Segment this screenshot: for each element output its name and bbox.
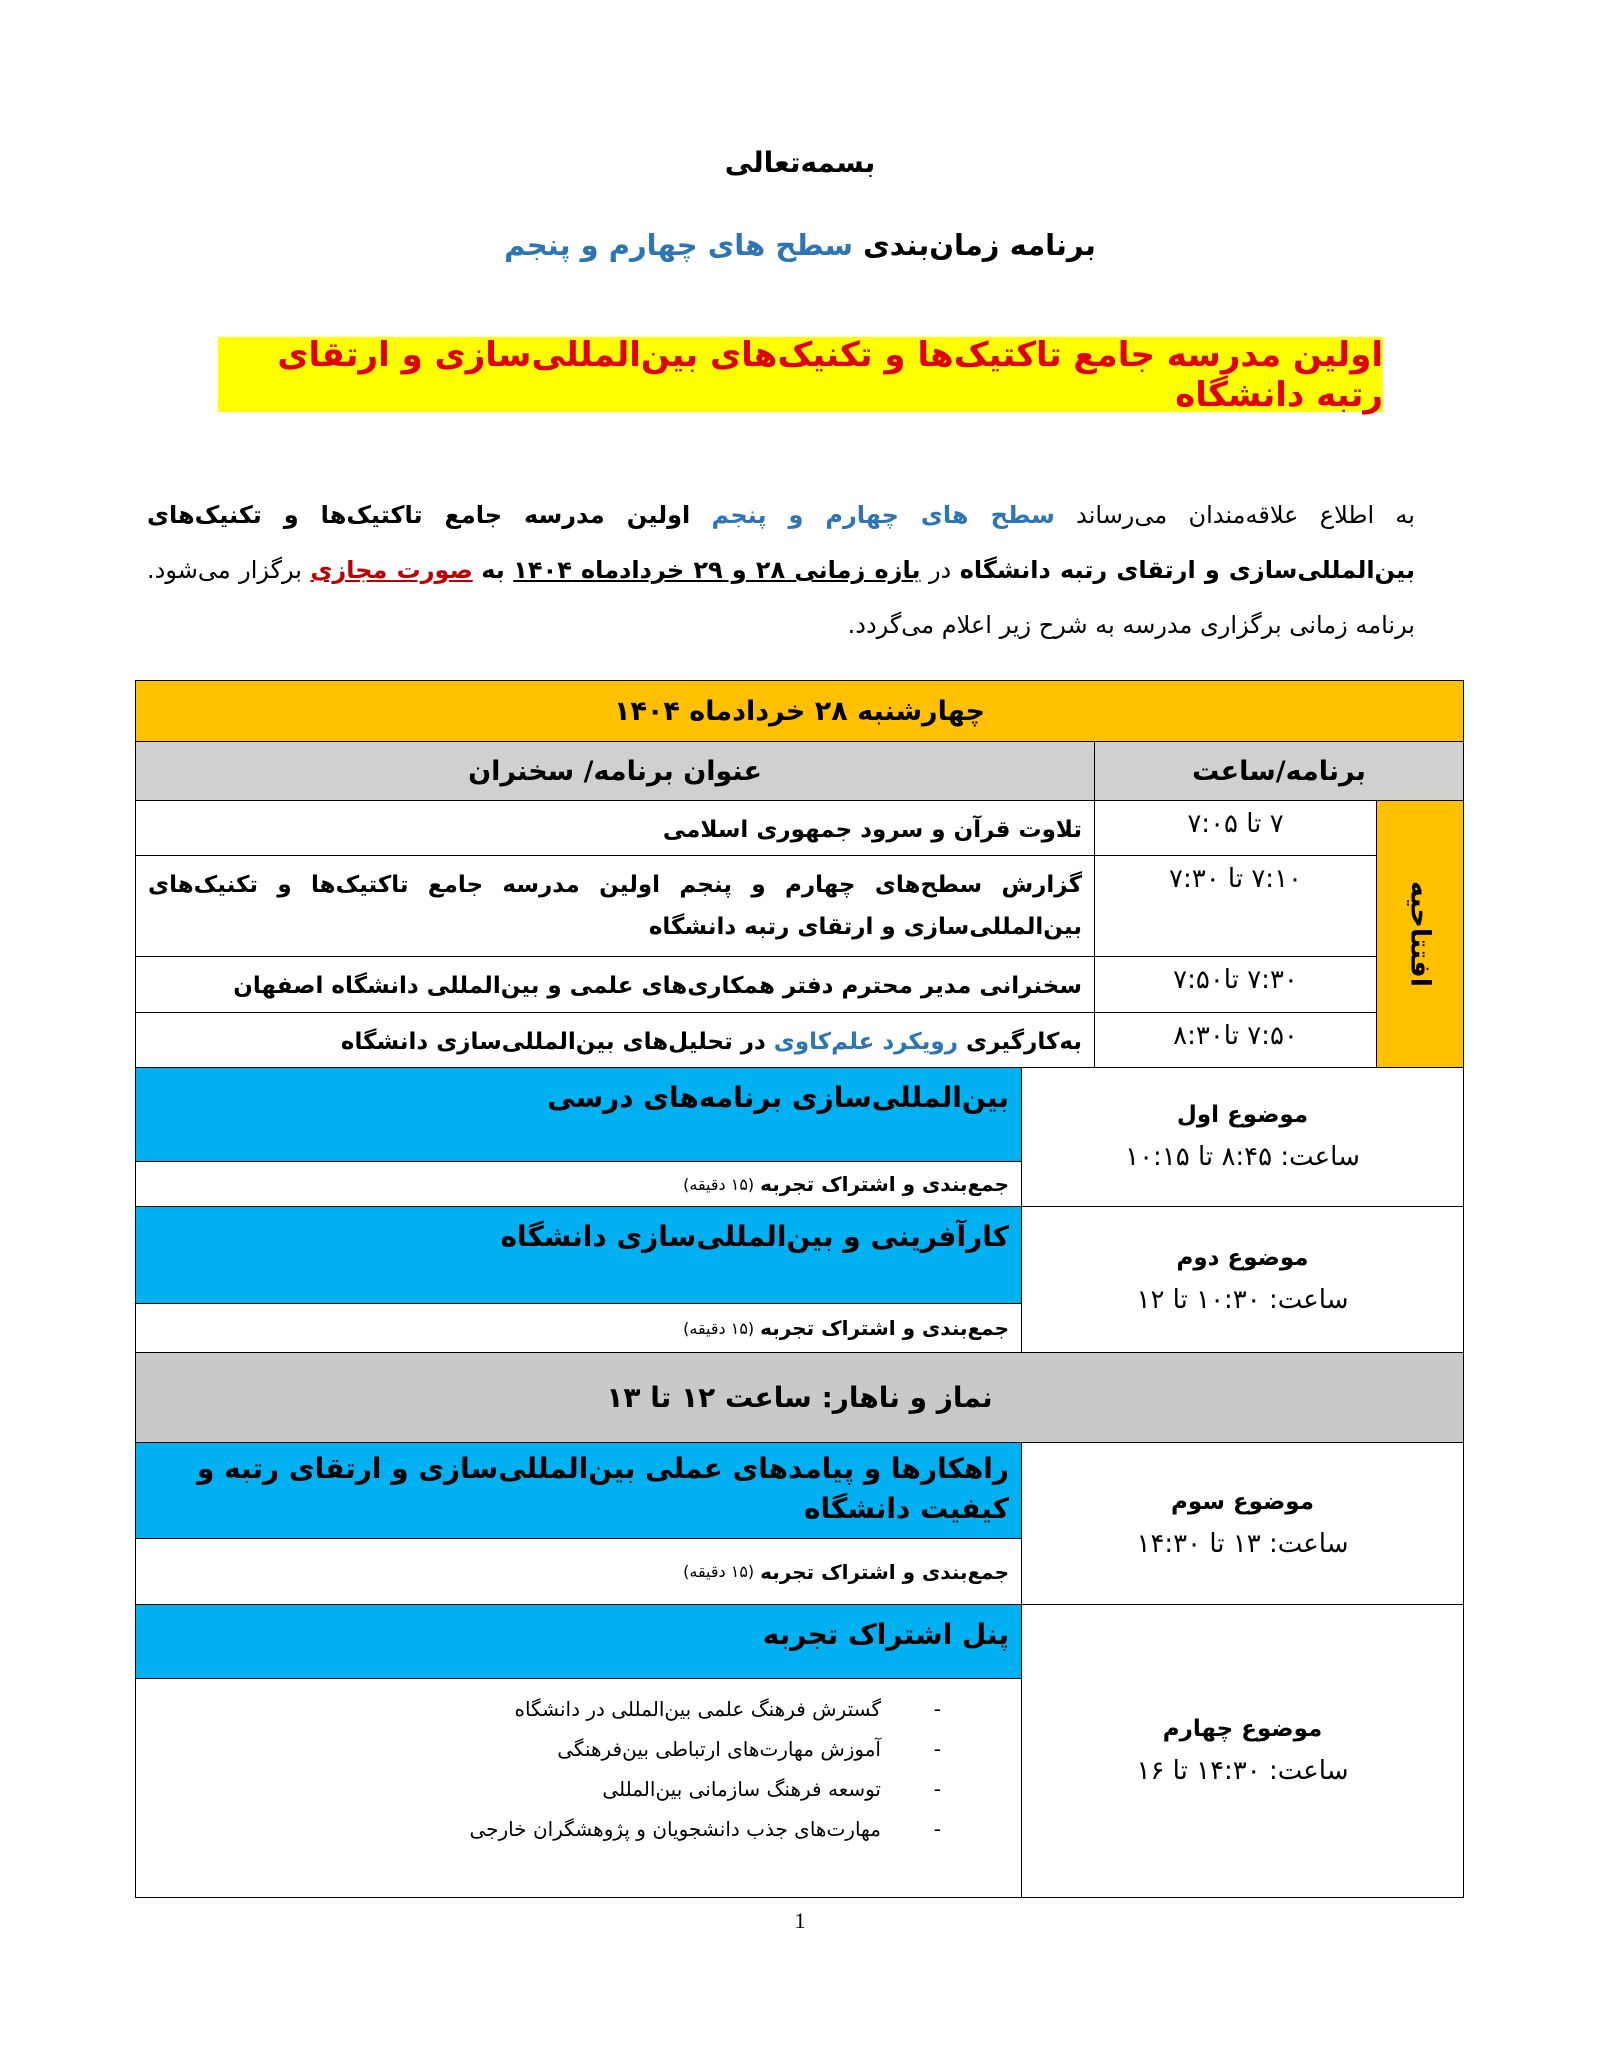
list-item: - گسترش فرهنگ علمی بین‌المللی در دانشگاه bbox=[136, 1689, 941, 1729]
topic-2-label: موضوع دوم bbox=[1176, 1244, 1309, 1271]
list-item: - آموزش مهارت‌های ارتباطی بین‌فرهنگی bbox=[136, 1729, 941, 1769]
topic-4-time: ساعت: ۱۴:۳۰ تا ۱۶ bbox=[1136, 1756, 1349, 1786]
topic-2-summary bbox=[135, 1303, 1022, 1353]
intro-text-4: برگزار می‌شود. برنامه زمانی برگزاری مدرسه به شرح زیر اعلام می‌گردد. bbox=[147, 556, 1415, 639]
topic-2-time: ساعت: ۱۰:۳۰ تا ۱۲ bbox=[1136, 1284, 1349, 1315]
schedule-table bbox=[135, 680, 1464, 1898]
topic-2-cell bbox=[1021, 1206, 1464, 1353]
title-highlight: سطح های چهارم و پنجم bbox=[504, 228, 854, 262]
topic-1-time: ساعت: ۸:۴۵ تا ۱۰:۱۵ bbox=[1125, 1142, 1360, 1172]
topic-1-label: موضوع اول bbox=[1176, 1102, 1309, 1128]
opening-time-1: ۷ تا ۷:۰۵ bbox=[1094, 800, 1377, 856]
opening-item-2: گزارش سطح‌های چهارم و پنجم اولین مدرسه جامع تاکتیک‌ها و تکنیک‌های بین‌المللی‌سازی و ارتقای رتبه دانشگاه bbox=[135, 855, 1095, 957]
intro-level-highlight: سطح های چهارم و پنجم bbox=[711, 501, 1055, 529]
topic-1-summary-note: (۱۵ دقیقه) bbox=[683, 1174, 755, 1194]
opening-time-3: ۷:۳۰ تا۷:۵۰ bbox=[1094, 956, 1377, 1013]
topic-3-summary-note: (۱۵ دقیقه) bbox=[683, 1562, 755, 1581]
panel-topics-list bbox=[135, 1678, 1022, 1898]
intro-school-name: اولین مدرسه جامع تاکتیک‌ها و تکنیک‌های بین‌المللی‌سازی و ارتقای رتبه دانشگاه bbox=[147, 501, 1415, 584]
list-item: - مهارت‌های جذب دانشجویان و پژوهشگران خارجی bbox=[136, 1809, 941, 1849]
topic-3-title: راهکارها و پیامدهای عملی بین‌المللی‌سازی و ارتقای رتبه و کیفیت دانشگاه bbox=[135, 1442, 1022, 1539]
topic-1-cell bbox=[1021, 1067, 1464, 1207]
topic-2-title: کارآفرینی و بین‌المللی‌سازی دانشگاه bbox=[135, 1206, 1022, 1304]
topic-1-title: بین‌المللی‌سازی برنامه‌های درسی bbox=[135, 1067, 1022, 1162]
opening-item-4-part-c: در تحلیل‌های بین‌المللی‌سازی دانشگاه bbox=[340, 1029, 766, 1055]
topic-2-summary-text: جمع‌بندی و اشتراک تجربه bbox=[760, 1316, 1009, 1340]
opening-item-4 bbox=[135, 1012, 1095, 1068]
topic-2-summary-note: (۱۵ دقیقه) bbox=[683, 1318, 755, 1338]
school-title: اولین مدرسه جامع تاکتیک‌ها و تکنیک‌های بین‌المللی‌سازی و ارتقای رتبه دانشگاه bbox=[277, 334, 1383, 415]
topic-3-summary-text: جمع‌بندی و اشتراک تجربه bbox=[760, 1559, 1009, 1584]
column-header-title: عنوان برنامه/ سخنران bbox=[135, 741, 1095, 801]
topic-4-cell bbox=[1021, 1604, 1464, 1898]
topic-1-summary bbox=[135, 1161, 1022, 1207]
intro-text-1: به اطلاع علاقه‌مندان می‌رساند bbox=[1076, 501, 1415, 529]
topic-3-cell bbox=[1021, 1442, 1464, 1605]
intro-text-2: در bbox=[928, 556, 952, 584]
lunch-break-row: نماز و ناهار: ساعت ۱۲ تا ۱۳ bbox=[135, 1352, 1464, 1443]
opening-item-4-highlight: رویکرد علم‌کاوی bbox=[773, 1029, 958, 1055]
opening-time-2: ۷:۱۰ تا ۷:۳۰ bbox=[1094, 855, 1377, 957]
topic-3-time: ساعت: ۱۳ تا ۱۴:۳۰ bbox=[1136, 1528, 1349, 1559]
topic-4-label: موضوع چهارم bbox=[1162, 1716, 1323, 1742]
opening-item-1: تلاوت قرآن و سرود جمهوری اسلامی bbox=[135, 800, 1095, 856]
topic-3-summary bbox=[135, 1538, 1022, 1605]
opening-item-4-part-a: به‌کارگیری bbox=[966, 1029, 1082, 1055]
opening-label: افتتاحیه bbox=[1404, 881, 1436, 987]
intro-paragraph bbox=[147, 488, 1415, 653]
topic-1-summary-text: جمع‌بندی و اشتراک تجربه bbox=[760, 1172, 1009, 1196]
schedule-title bbox=[0, 228, 1600, 262]
title-prefix: برنامه زمان‌بندی bbox=[863, 228, 1096, 262]
page-number: 1 bbox=[794, 1908, 806, 1933]
list-item: - توسعه فرهنگ سازمانی بین‌المللی bbox=[136, 1769, 941, 1809]
intro-virtual: صورت مجازی bbox=[310, 556, 473, 584]
topic-3-label: موضوع سوم bbox=[1171, 1488, 1314, 1515]
opening-time-4: ۷:۵۰ تا۸:۳۰ bbox=[1094, 1012, 1377, 1068]
opening-item-3: سخنرانی مدیر محترم دفتر همکاری‌های علمی و بین‌المللی دانشگاه اصفهان bbox=[135, 956, 1095, 1013]
bismillah-heading: بسمه‌تعالی bbox=[724, 146, 876, 179]
topic-4-title: پنل اشتراک تجربه bbox=[135, 1604, 1022, 1679]
column-header-time: برنامه/ساعت bbox=[1094, 741, 1464, 801]
intro-text-3: به bbox=[481, 556, 505, 584]
day-header: چهارشنبه ۲۸ خردادماه ۱۴۰۴ bbox=[135, 680, 1464, 742]
intro-date-range: بازه زمانی ۲۸ و ۲۹ خردادماه ۱۴۰۴ bbox=[513, 556, 921, 584]
school-title-banner bbox=[218, 334, 1383, 415]
opening-side-label bbox=[1376, 800, 1464, 1068]
